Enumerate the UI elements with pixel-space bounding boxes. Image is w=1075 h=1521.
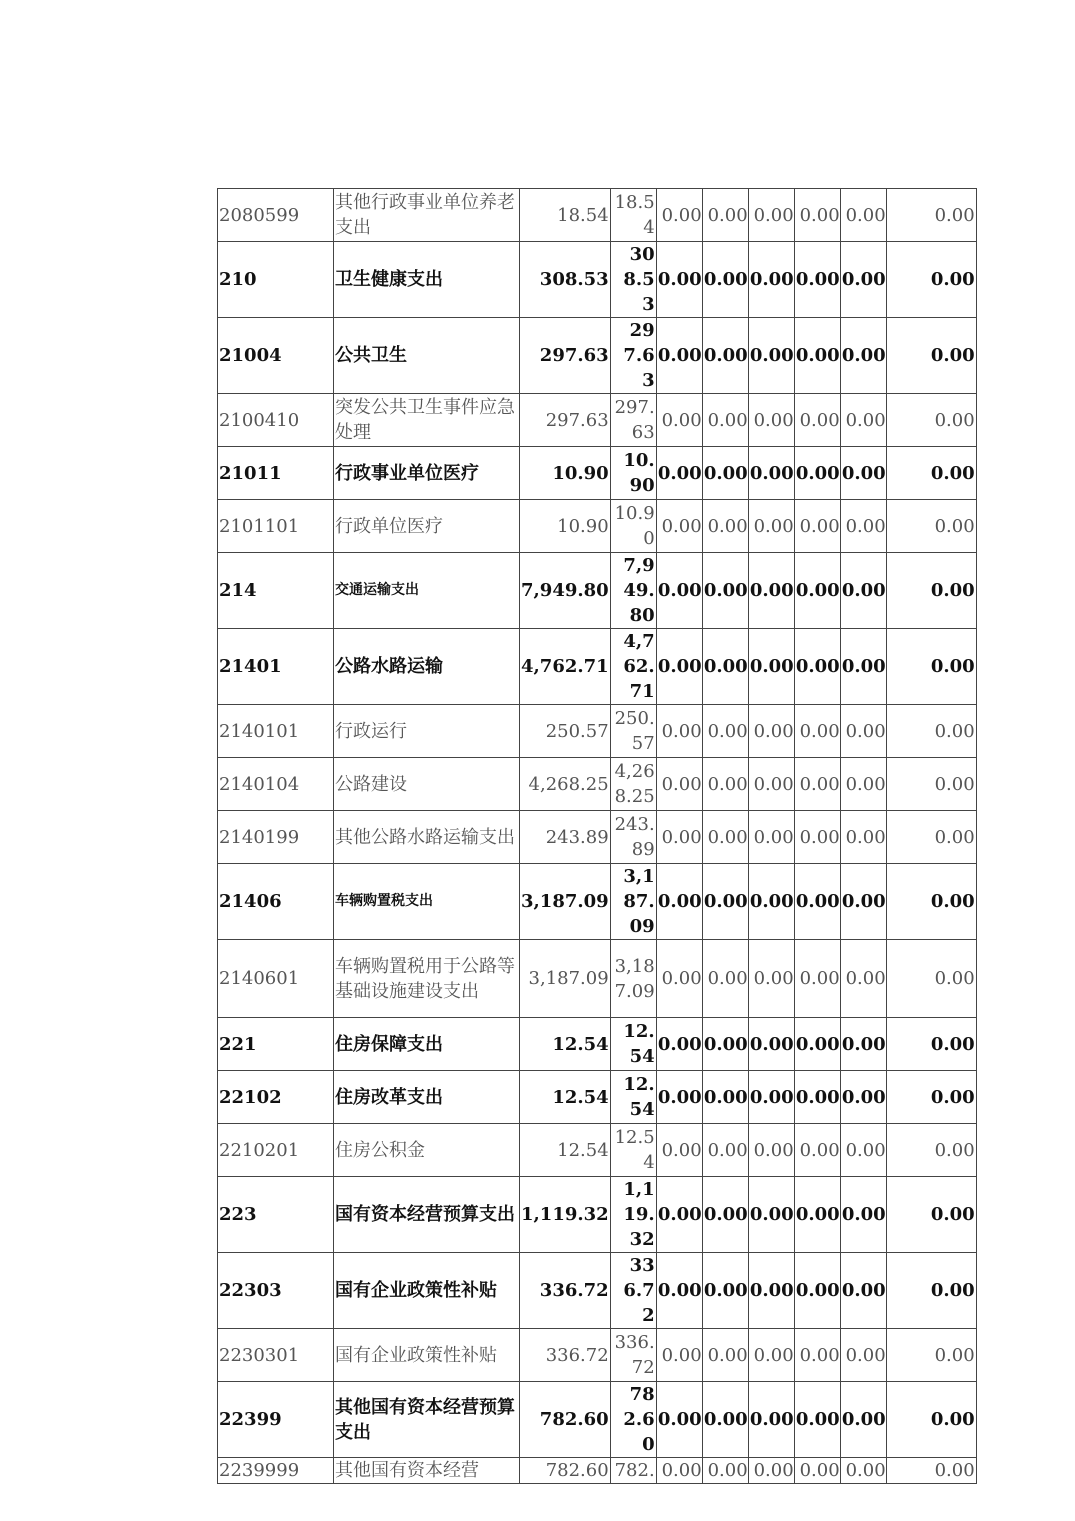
row-total: 10.90 [520,447,611,500]
row-last: 0.00 [886,629,976,705]
row-code: 21401 [218,629,334,705]
row-last: 0.00 [886,553,976,629]
row-zero-value: 0.00 [656,758,702,811]
row-name: 行政事业单位医疗 [334,447,520,500]
row-col2: 782. [610,1458,656,1484]
row-zero-value: 0.00 [794,811,840,864]
row-zero-value: 0.00 [748,447,794,500]
row-zero-value: 0.00 [794,318,840,394]
row-zero-value: 0.00 [702,1458,748,1484]
row-col2: 10.90 [610,500,656,553]
row-total: 12.54 [520,1071,611,1124]
row-zero-value: 0.00 [702,1071,748,1124]
row-last: 0.00 [886,1071,976,1124]
row-col2: 308.53 [610,242,656,318]
row-zero-value: 0.00 [748,1458,794,1484]
row-zero-value: 0.00 [656,553,702,629]
row-name: 公路水路运输 [334,629,520,705]
row-zero-value: 0.00 [656,1177,702,1253]
row-last: 0.00 [886,1458,976,1484]
row-zero-value: 0.00 [794,940,840,1018]
row-last: 0.00 [886,758,976,811]
row-zero-value: 0.00 [702,447,748,500]
row-zero-value: 0.00 [702,864,748,940]
row-zero-value: 0.00 [702,629,748,705]
row-zero-value: 0.00 [840,1329,886,1382]
row-last: 0.00 [886,1177,976,1253]
row-last: 0.00 [886,940,976,1018]
row-total: 243.89 [520,811,611,864]
table-row [218,242,977,318]
row-zero-value: 0.00 [840,1177,886,1253]
row-zero-value: 0.00 [656,811,702,864]
table-row [218,811,977,864]
row-zero-value: 0.00 [794,1458,840,1484]
row-zero-value: 0.00 [794,1071,840,1124]
row-name: 车辆购置税支出 [334,864,520,940]
row-total: 12.54 [520,1018,611,1071]
row-zero-value: 0.00 [702,242,748,318]
row-zero-value: 0.00 [656,864,702,940]
row-zero-value: 0.00 [748,811,794,864]
row-col2: 12.54 [610,1018,656,1071]
row-name: 国有资本经营预算支出 [334,1177,520,1253]
row-last: 0.00 [886,864,976,940]
row-name: 住房公积金 [334,1124,520,1177]
row-code: 2101101 [218,500,334,553]
row-last: 0.00 [886,1253,976,1329]
table-row [218,1177,977,1253]
row-col2: 18.54 [610,189,656,242]
row-zero-value: 0.00 [748,394,794,447]
row-zero-value: 0.00 [840,629,886,705]
row-zero-value: 0.00 [794,1177,840,1253]
row-code: 2100410 [218,394,334,447]
row-code: 22303 [218,1253,334,1329]
row-zero-value: 0.00 [794,1253,840,1329]
row-zero-value: 0.00 [702,1177,748,1253]
row-last: 0.00 [886,705,976,758]
row-code: 2140104 [218,758,334,811]
row-zero-value: 0.00 [702,1253,748,1329]
row-zero-value: 0.00 [656,189,702,242]
row-zero-value: 0.00 [840,1382,886,1458]
table-row [218,318,977,394]
row-zero-value: 0.00 [748,1177,794,1253]
row-zero-value: 0.00 [840,242,886,318]
row-name: 其他国有资本经营 [334,1458,520,1484]
row-zero-value: 0.00 [702,1018,748,1071]
row-code: 221 [218,1018,334,1071]
row-col2: 297.63 [610,318,656,394]
row-last: 0.00 [886,1018,976,1071]
row-zero-value: 0.00 [748,1382,794,1458]
row-zero-value: 0.00 [656,500,702,553]
row-total: 12.54 [520,1124,611,1177]
row-zero-value: 0.00 [748,758,794,811]
row-total: 782.60 [520,1458,611,1484]
row-code: 21011 [218,447,334,500]
table-row [218,629,977,705]
table-row [218,705,977,758]
row-zero-value: 0.00 [840,1071,886,1124]
row-zero-value: 0.00 [840,447,886,500]
row-zero-value: 0.00 [702,705,748,758]
row-last: 0.00 [886,394,976,447]
row-zero-value: 0.00 [656,447,702,500]
row-name: 交通运输支出 [334,553,520,629]
row-zero-value: 0.00 [794,553,840,629]
row-last: 0.00 [886,1382,976,1458]
row-code: 2230301 [218,1329,334,1382]
table-row [218,864,977,940]
table-row [218,1382,977,1458]
row-zero-value: 0.00 [748,318,794,394]
row-zero-value: 0.00 [840,1253,886,1329]
row-zero-value: 0.00 [656,242,702,318]
row-last: 0.00 [886,447,976,500]
row-zero-value: 0.00 [702,1382,748,1458]
row-zero-value: 0.00 [840,811,886,864]
row-total: 336.72 [520,1329,611,1382]
row-zero-value: 0.00 [748,242,794,318]
row-zero-value: 0.00 [840,864,886,940]
row-zero-value: 0.00 [656,1124,702,1177]
row-zero-value: 0.00 [702,553,748,629]
row-code: 2080599 [218,189,334,242]
row-zero-value: 0.00 [702,189,748,242]
row-name: 住房保障支出 [334,1018,520,1071]
table-row [218,1253,977,1329]
table-row [218,758,977,811]
row-name: 国有企业政策性补贴 [334,1253,520,1329]
row-zero-value: 0.00 [794,1018,840,1071]
row-code: 223 [218,1177,334,1253]
row-col2: 4,762.71 [610,629,656,705]
row-zero-value: 0.00 [748,500,794,553]
row-col2: 3,187.09 [610,940,656,1018]
row-name: 行政单位医疗 [334,500,520,553]
row-col2: 4,268.25 [610,758,656,811]
row-total: 3,187.09 [520,940,611,1018]
row-total: 4,762.71 [520,629,611,705]
row-zero-value: 0.00 [748,629,794,705]
row-zero-value: 0.00 [702,1124,748,1177]
row-zero-value: 0.00 [702,394,748,447]
row-name: 行政运行 [334,705,520,758]
row-total: 7,949.80 [520,553,611,629]
table-row [218,500,977,553]
row-zero-value: 0.00 [794,394,840,447]
table-row [218,940,977,1018]
row-total: 4,268.25 [520,758,611,811]
table-row [218,447,977,500]
row-zero-value: 0.00 [656,1458,702,1484]
row-zero-value: 0.00 [702,318,748,394]
row-col2: 336.72 [610,1253,656,1329]
row-zero-value: 0.00 [840,1458,886,1484]
row-zero-value: 0.00 [840,500,886,553]
table-row [218,1071,977,1124]
row-code: 2239999 [218,1458,334,1484]
row-zero-value: 0.00 [748,553,794,629]
row-code: 2210201 [218,1124,334,1177]
row-zero-value: 0.00 [840,189,886,242]
row-name: 公路建设 [334,758,520,811]
row-total: 18.54 [520,189,611,242]
row-name: 住房改革支出 [334,1071,520,1124]
row-col2: 12.54 [610,1071,656,1124]
row-zero-value: 0.00 [794,629,840,705]
row-code: 21004 [218,318,334,394]
row-zero-value: 0.00 [748,189,794,242]
row-code: 22399 [218,1382,334,1458]
row-last: 0.00 [886,1329,976,1382]
row-zero-value: 0.00 [840,940,886,1018]
budget-table [217,188,977,1484]
row-zero-value: 0.00 [794,705,840,758]
row-zero-value: 0.00 [794,189,840,242]
row-col2: 12.54 [610,1124,656,1177]
row-col2: 10.90 [610,447,656,500]
row-zero-value: 0.00 [748,1253,794,1329]
row-zero-value: 0.00 [702,500,748,553]
row-name: 其他行政事业单位养老支出 [334,189,520,242]
row-total: 10.90 [520,500,611,553]
row-code: 2140199 [218,811,334,864]
row-zero-value: 0.00 [794,1124,840,1177]
row-zero-value: 0.00 [748,1018,794,1071]
table-row [218,189,977,242]
table-row [218,553,977,629]
row-total: 782.60 [520,1382,611,1458]
row-name: 卫生健康支出 [334,242,520,318]
row-last: 0.00 [886,318,976,394]
row-last: 0.00 [886,1124,976,1177]
row-name: 公共卫生 [334,318,520,394]
row-col2: 7,949.80 [610,553,656,629]
row-code: 2140101 [218,705,334,758]
row-zero-value: 0.00 [794,758,840,811]
row-zero-value: 0.00 [656,394,702,447]
row-zero-value: 0.00 [748,864,794,940]
row-zero-value: 0.00 [840,553,886,629]
row-zero-value: 0.00 [656,318,702,394]
row-zero-value: 0.00 [748,1071,794,1124]
row-zero-value: 0.00 [748,705,794,758]
table-row [218,394,977,447]
row-last: 0.00 [886,189,976,242]
row-name: 车辆购置税用于公路等基础设施建设支出 [334,940,520,1018]
row-total: 250.57 [520,705,611,758]
row-col2: 297.63 [610,394,656,447]
row-zero-value: 0.00 [840,705,886,758]
row-zero-value: 0.00 [840,1124,886,1177]
row-code: 210 [218,242,334,318]
row-total: 336.72 [520,1253,611,1329]
row-zero-value: 0.00 [840,1018,886,1071]
row-total: 308.53 [520,242,611,318]
row-zero-value: 0.00 [656,1382,702,1458]
row-col2: 1,119.32 [610,1177,656,1253]
table-row [218,1018,977,1071]
row-zero-value: 0.00 [656,705,702,758]
row-zero-value: 0.00 [656,1329,702,1382]
row-zero-value: 0.00 [840,758,886,811]
row-zero-value: 0.00 [794,1382,840,1458]
row-zero-value: 0.00 [840,394,886,447]
table-row [218,1329,977,1382]
row-total: 297.63 [520,394,611,447]
row-name: 其他公路水路运输支出 [334,811,520,864]
row-code: 2140601 [218,940,334,1018]
table-row [218,1458,977,1484]
row-zero-value: 0.00 [794,242,840,318]
row-zero-value: 0.00 [794,1329,840,1382]
row-last: 0.00 [886,811,976,864]
row-zero-value: 0.00 [656,629,702,705]
row-col2: 243.89 [610,811,656,864]
row-zero-value: 0.00 [656,940,702,1018]
row-zero-value: 0.00 [794,500,840,553]
row-zero-value: 0.00 [656,1071,702,1124]
row-total: 297.63 [520,318,611,394]
row-total: 1,119.32 [520,1177,611,1253]
row-code: 214 [218,553,334,629]
row-name: 其他国有资本经营预算支出 [334,1382,520,1458]
row-total: 3,187.09 [520,864,611,940]
row-col2: 3,187.09 [610,864,656,940]
row-zero-value: 0.00 [702,758,748,811]
row-zero-value: 0.00 [794,864,840,940]
row-zero-value: 0.00 [748,940,794,1018]
row-code: 21406 [218,864,334,940]
row-zero-value: 0.00 [656,1018,702,1071]
row-zero-value: 0.00 [656,1253,702,1329]
table-row [218,1124,977,1177]
row-col2: 250.57 [610,705,656,758]
row-zero-value: 0.00 [748,1329,794,1382]
row-name: 突发公共卫生事件应急处理 [334,394,520,447]
row-col2: 336.72 [610,1329,656,1382]
row-zero-value: 0.00 [702,1329,748,1382]
row-zero-value: 0.00 [840,318,886,394]
row-last: 0.00 [886,500,976,553]
row-name: 国有企业政策性补贴 [334,1329,520,1382]
row-last: 0.00 [886,242,976,318]
row-zero-value: 0.00 [748,1124,794,1177]
row-col2: 782.60 [610,1382,656,1458]
row-code: 22102 [218,1071,334,1124]
row-zero-value: 0.00 [702,811,748,864]
row-zero-value: 0.00 [794,447,840,500]
row-zero-value: 0.00 [702,940,748,1018]
